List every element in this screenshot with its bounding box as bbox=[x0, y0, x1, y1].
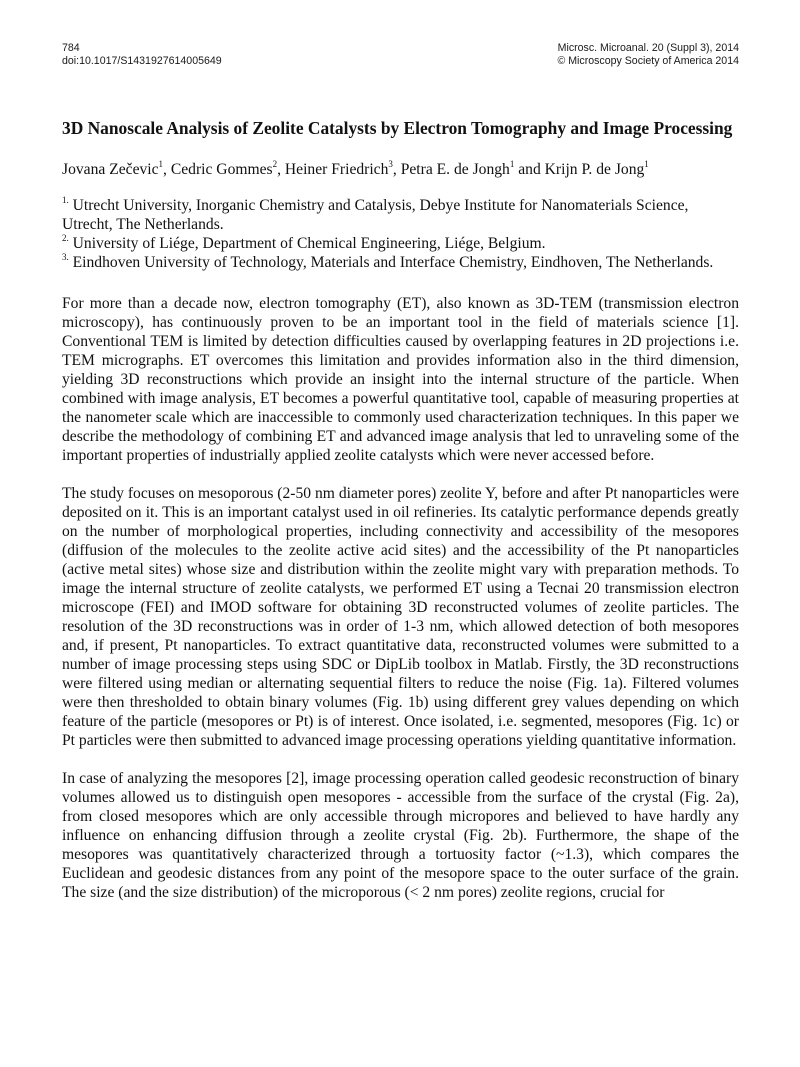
running-header bbox=[62, 42, 739, 68]
affiliations bbox=[62, 196, 739, 272]
author: Heiner Friedrich$^3$ bbox=[284, 158, 393, 178]
journal-citation: Microsc. Microanal. 20 (Suppl 3), 2014 bbox=[557, 42, 739, 54]
affiliation-marker: 1 bbox=[644, 158, 649, 169]
paragraph-methods: The study focuses on mesoporous (2-50 nm diameter pores) zeolite Y, before and after Pt nanoparticles were deposited on it. This is an important catalyst used in oil refineries. Its catalytic performance depends greatly on the number of morphological properties, including connectivity and accessibility of the mesopores (diffusion of the molecules to the zeolite active acid sites) and the accessibility of the Pt nanoparticles (active metal sites) whose size and distribution within the zeolite might vary with preparation methods. To image the internal structure of zeolite catalysts, we performed ET using a Tecnai 20 transmission electron microscope (FEI) and IMOD software for obtaining 3D reconstructed volumes of zeolite particles. The resolution of the 3D reconstructions was in order of 1-3 nm, which allowed detection of both mesopores and, if present, Pt nanoparticles. To extract quantitative data, reconstructed volumes were submitted to a number of image processing steps using SDC or DipLib toolbox in Matlab. Firstly, the 3D reconstructions were filtered using median or alternating sequential filters to reduce the noise (Fig. 1a). Filtered volumes were then thresholded to obtain binary volumes (Fig. 1b) using different grey values depending on which feature of the particle (mesopores or Pt) is of interest. Once isolated, i.e. segmented, mesopores (Fig. 1c) or Pt particles were then submitted to advanced image processing operations yielding quantitative information. bbox=[62, 485, 739, 749]
page-number: 784 bbox=[62, 42, 80, 54]
paragraph-mesopore-analysis: In case of analyzing the mesopores [2], image processing operation called geodesic reconstruction of binary volumes allowed us to distinguish open mesopores - accessible from the surface of the crystal (Fig. 2a), from closed mesopores which are only accessible through micropores and believed to have hardly any influence on enhancing diffusion through a zeolite crystal (Fig. 2b). Furthermore, the shape of the mesopores was quantitatively characterized through a tortuosity factor (~1.3), which compares the Euclidean and geodesic distances from any point of the mesopore space to the outer surface of the grain. The size (and the size distribution) of the microporous (< 2 nm pores) zeolite regions, crucial for bbox=[62, 770, 739, 901]
author: Cedric Gommes$^2$ bbox=[170, 158, 278, 178]
paper-title: 3D Nanoscale Analysis of Zeolite Catalysts by Electron Tomography and Image Processing bbox=[62, 118, 733, 138]
affiliation-marker: 3 bbox=[388, 158, 393, 169]
author-list: Jovana Zečevic$^1$, Cedric Gommes$^2$, Heiner Friedrich$^3$, Petra E. de Jongh$^1$ and Krijn P. de Jong$^1$ bbox=[62, 158, 649, 178]
author: Jovana Zečevic$^1$ bbox=[62, 158, 164, 178]
affiliation-3: $^{3.}$ Eindhoven University of Technology, Materials and Interface Chemistry, Eindhoven, The Netherlands. bbox=[62, 251, 714, 271]
copyright: © Microscopy Society of America 2014 bbox=[557, 55, 739, 67]
author: Krijn P. de Jong$^1$ bbox=[544, 158, 649, 178]
paper-page bbox=[62, 42, 739, 902]
header-right bbox=[557, 42, 739, 68]
header-left bbox=[62, 42, 222, 68]
author: Petra E. de Jongh$^1$ bbox=[400, 158, 515, 178]
paragraph-introduction: For more than a decade now, electron tomography (ET), also known as 3D-TEM (transmission electron microscopy), has continuously proven to be an important tool in the field of materials science [1]. Conventional TEM is limited by detection difficulties caused by overlapping features in 2D projections i.e. TEM micrographs. ET overcomes this limitation and provides information also in the third dimension, yielding 3D reconstructions which provide an insight into the internal structure of the particle. When combined with image analysis, ET becomes a powerful quantitative tool, capable of measuring properties at the nanometer scale which are inaccessible to commonly used characterization techniques. In this paper we describe the methodology of combining ET and advanced image analysis that led to unraveling some of the important properties of industrially applied zeolite catalysts which were never accessed before. bbox=[62, 295, 739, 464]
affiliation-marker: 1 bbox=[509, 158, 515, 169]
affiliation-marker: 1 bbox=[158, 158, 164, 169]
affiliation-2: $^{2.}$ University of Liége, Department of Chemical Engineering, Liége, Belgium. bbox=[62, 232, 546, 252]
affiliation-1: $^{1.}$ Utrecht University, Inorganic Chemistry and Catalysis, Debye Institute for Nanomaterials Science, Utrecht, The Netherlands. bbox=[62, 194, 689, 233]
affiliation-marker: 2 bbox=[272, 158, 278, 169]
doi: doi:10.1017/S1431927614005649 bbox=[62, 55, 222, 67]
